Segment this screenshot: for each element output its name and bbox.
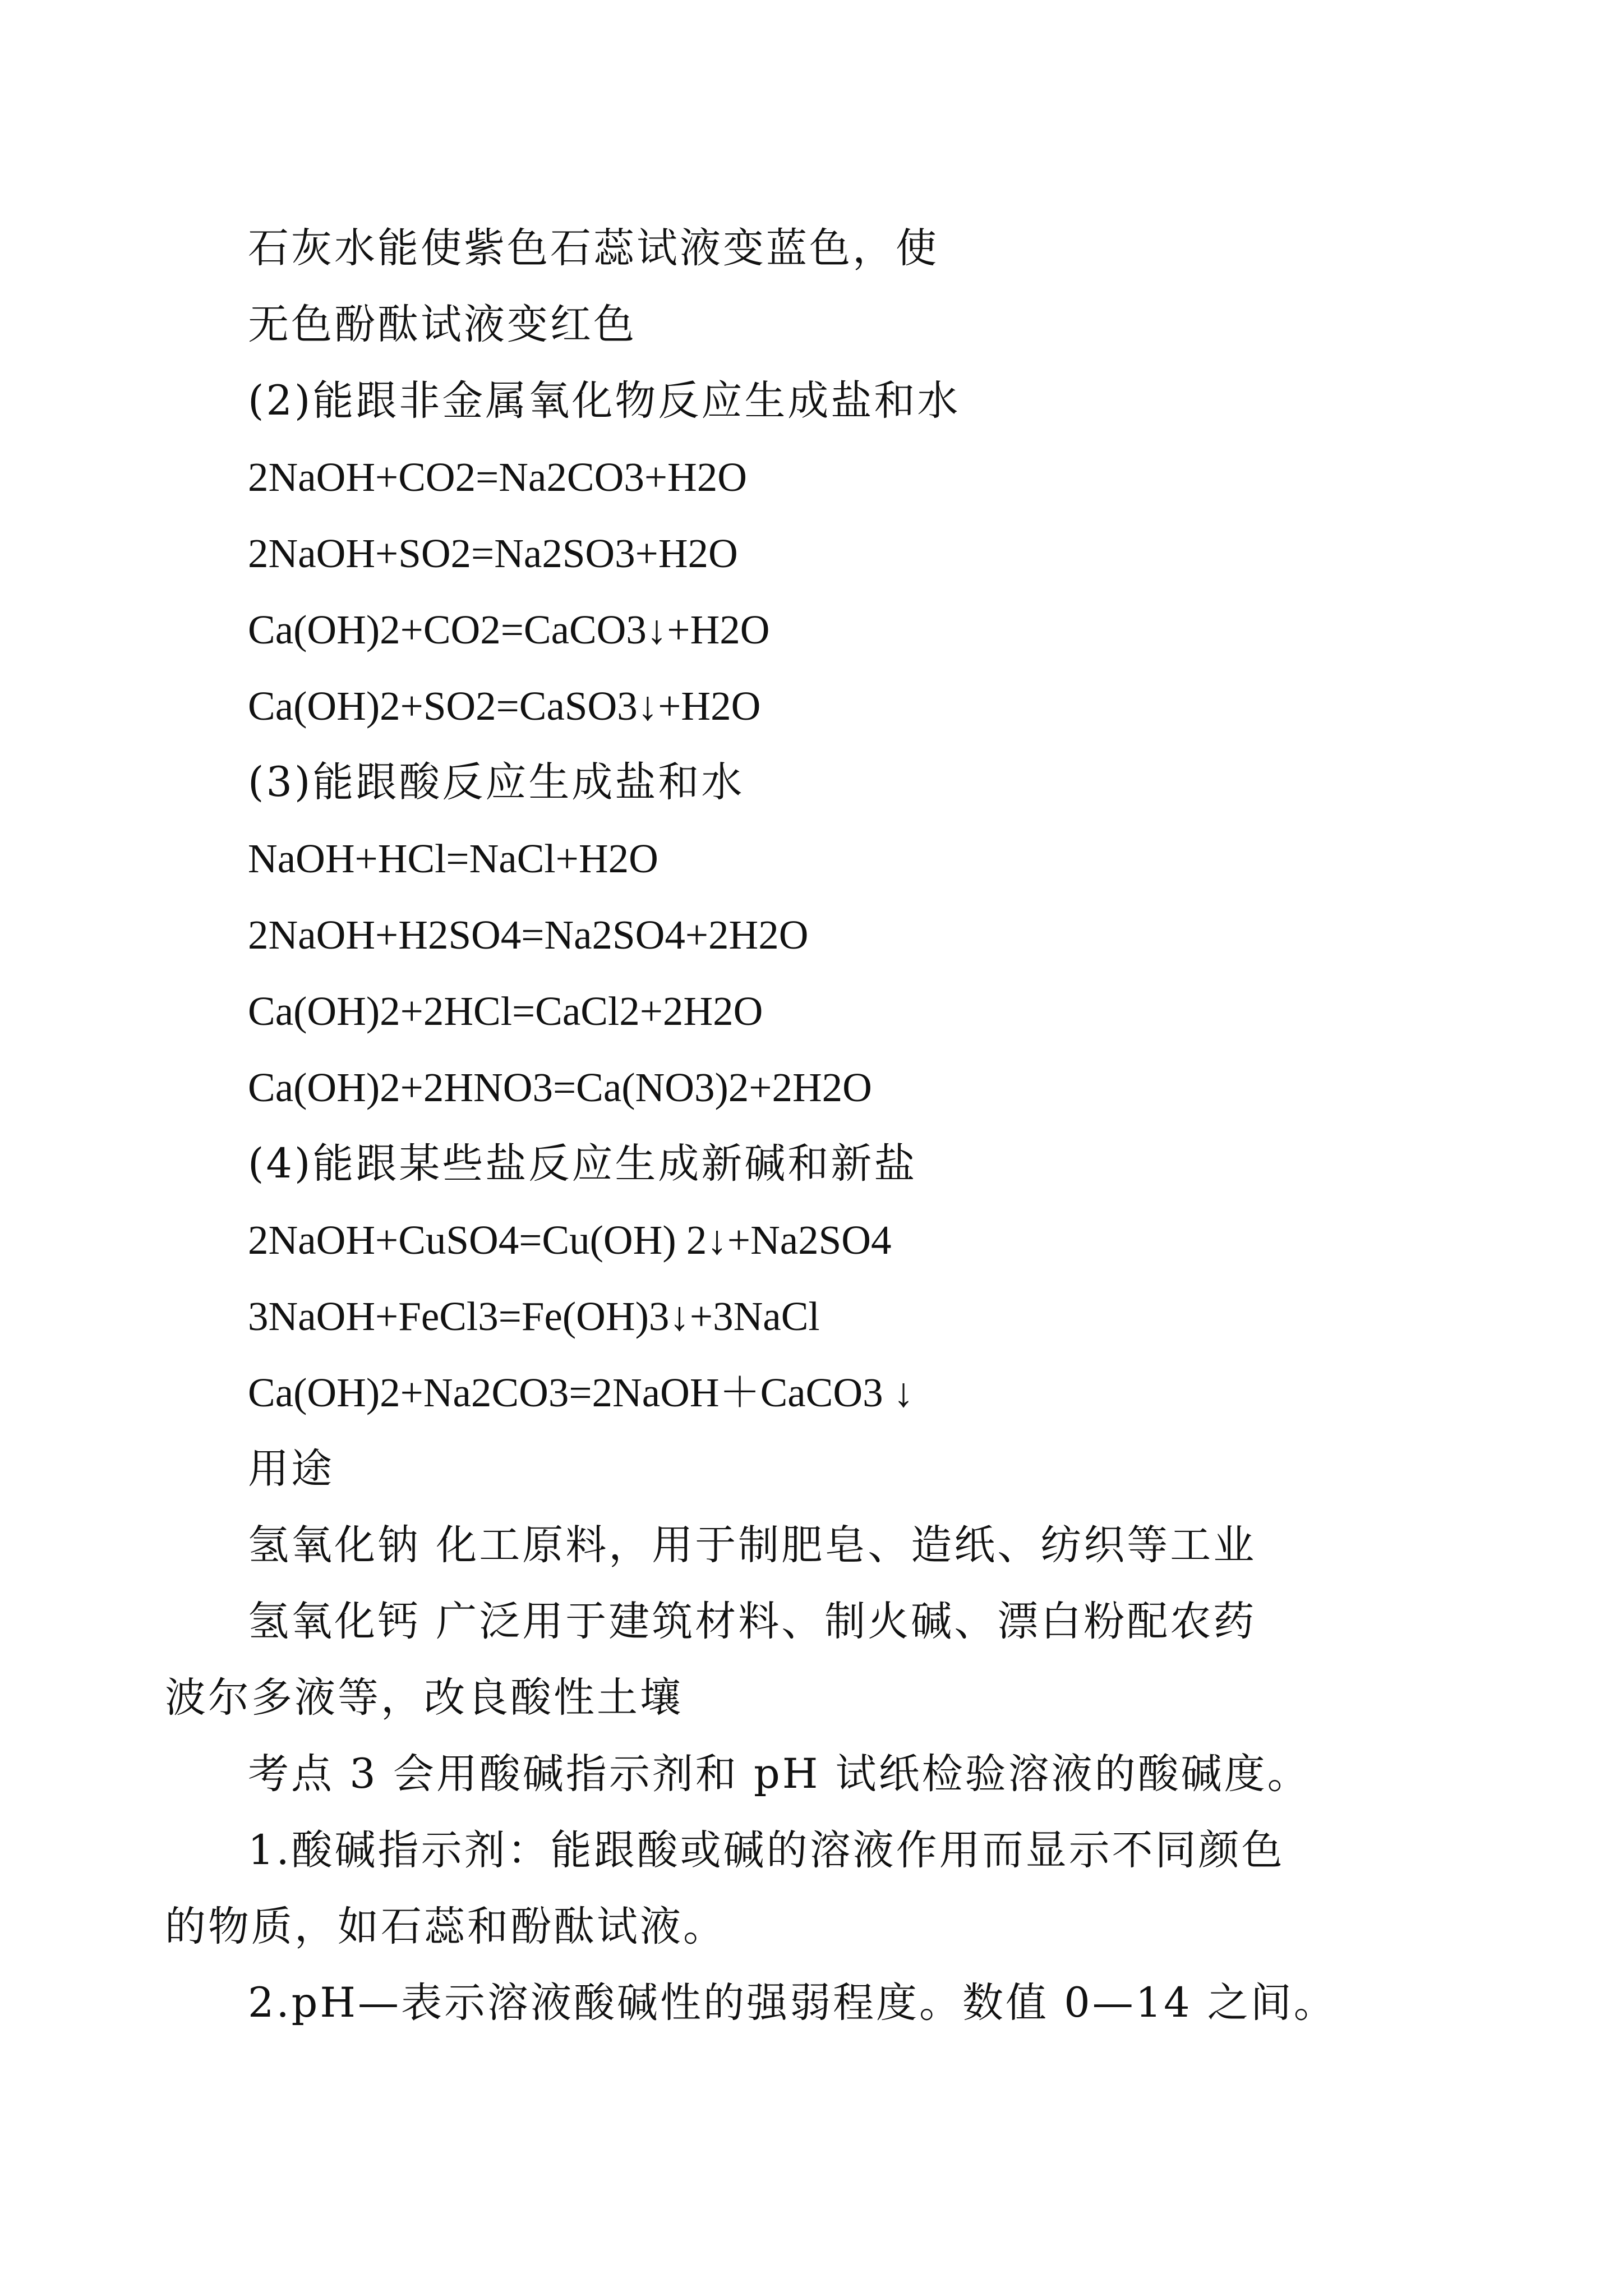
paragraph-line: 无色酚酞试液变红色 — [248, 301, 637, 348]
paragraph-line: 的物质，如石蕊和酚酞试液。 — [165, 1903, 726, 1950]
chemical-equation: 2NaOH+H2SO4=Na2SO4+2H2O — [248, 912, 809, 958]
chemical-equation: NaOH+HCl=NaCl+H2O — [248, 836, 658, 881]
paragraph-line: 氢氧化钙 广泛用于建筑材料、制火碱、漂白粉配农药 — [248, 1598, 1257, 1645]
paragraph-line: 1.酸碱指示剂：能跟酸或碱的溶液作用而显示不同颜色 — [248, 1826, 1285, 1874]
paragraph-line: 氢氧化钠 化工原料，用于制肥皂、造纸、纺织等工业 — [248, 1521, 1257, 1569]
section-heading: (2)能跟非金属氧化物反应生成盐和水 — [248, 377, 961, 425]
section-heading: (3)能跟酸反应生成盐和水 — [248, 758, 745, 806]
chemical-equation: 2NaOH+CuSO4=Cu(OH) 2↓+Na2SO4 — [248, 1217, 892, 1263]
chemical-equation: 2NaOH+CO2=Na2CO3+H2O — [248, 454, 747, 500]
chemical-equation: 2NaOH+SO2=Na2SO3+H2O — [248, 531, 738, 576]
paragraph-line: 波尔多液等，改良酸性土壤 — [165, 1674, 683, 1722]
paragraph-line: 2.pH—表示溶液酸碱性的强弱程度。数值 0—14 之间。 — [248, 1979, 1337, 2027]
section-heading: 用途 — [248, 1445, 334, 1493]
chemical-equation: Ca(OH)2+2HCl=CaCl2+2H2O — [248, 988, 763, 1034]
chemical-equation: Ca(OH)2+SO2=CaSO3↓+H2O — [248, 683, 761, 729]
chemical-equation: Ca(OH)2+CO2=CaCO3↓+H2O — [248, 607, 770, 652]
paragraph-line: 石灰水能使紫色石蕊试液变蓝色，使 — [248, 224, 939, 272]
chemical-equation: Ca(OH)2+2HNO3=Ca(NO3)2+2H2O — [248, 1065, 872, 1110]
paragraph-line: 考点 3 会用酸碱指示剂和 pH 试纸检验溶液的酸碱度。 — [248, 1750, 1311, 1798]
section-heading: (4)能跟某些盐反应生成新碱和新盐 — [248, 1140, 917, 1188]
document-body — [165, 210, 1403, 2041]
chemical-equation: Ca(OH)2+Na2CO3=2NaOH＋CaCO3 ↓ — [248, 1370, 914, 1415]
chemical-equation: 3NaOH+FeCl3=Fe(OH)3↓+3NaCl — [248, 1294, 820, 1339]
